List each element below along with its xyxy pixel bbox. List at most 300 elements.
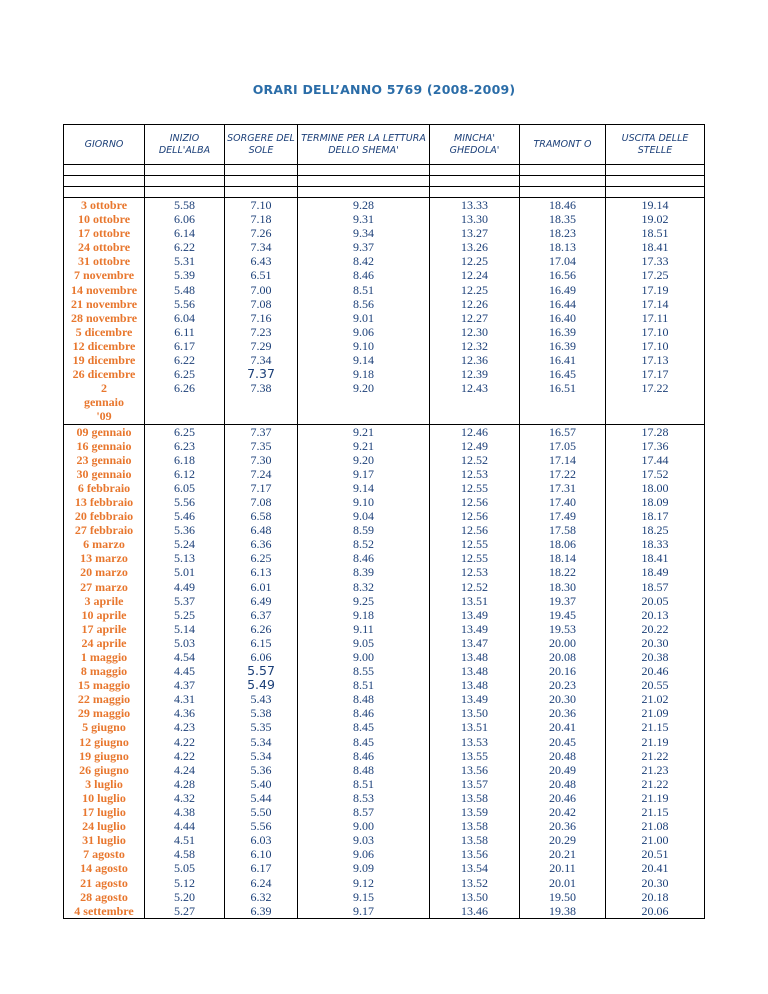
time-cell: 8.51 <box>353 776 374 791</box>
time-cell: 7.00 <box>250 282 272 297</box>
time-cell: 5.43 <box>250 692 272 707</box>
blank-cell <box>145 187 225 198</box>
day-cell: 19 dicembre <box>72 353 136 368</box>
time-cell: 7.23 <box>250 324 272 339</box>
table-body <box>64 165 705 919</box>
time-cell: 13.33 <box>461 198 488 212</box>
time-cell: 13.30 <box>461 212 488 227</box>
day-cell: 27 marzo <box>80 579 128 594</box>
blank-cell <box>606 176 705 187</box>
time-cell: 17.49 <box>549 509 576 524</box>
time-cell: 5.36 <box>174 523 195 538</box>
time-cell: 6.04 <box>174 310 195 325</box>
day-cell: 3 luglio <box>85 776 123 791</box>
time-cell: 17.04 <box>549 254 576 269</box>
time-cell: 7.34 <box>250 353 272 368</box>
time-cell: 18.14 <box>549 551 576 566</box>
time-cell: 9.28 <box>353 198 374 212</box>
time-cell: 16.51 <box>549 381 576 396</box>
day-cell: 23 gennaio <box>76 452 132 467</box>
day-cell: 2 gennaio '09 <box>83 381 124 424</box>
time-cell: 5.56 <box>174 296 195 311</box>
day-cell: 6 marzo <box>83 537 125 552</box>
blank-cell <box>430 165 520 176</box>
time-cell: 4.49 <box>174 579 195 594</box>
time-cell: 6.18 <box>174 452 195 467</box>
time-cell: 5.37 <box>174 593 195 608</box>
day-cell: 7 agosto <box>83 847 125 862</box>
time-cell: 5.56 <box>174 494 195 509</box>
time-cell: 9.17 <box>353 903 374 918</box>
time-cell: 6.36 <box>250 537 272 552</box>
time-cell: 21.08 <box>641 819 669 834</box>
blank-cell <box>225 165 298 176</box>
time-cell: 16.41 <box>549 353 576 368</box>
time-cell: 12.36 <box>461 353 488 368</box>
time-cell: 17.44 <box>641 452 669 467</box>
header-inizio-alba: INIZIO DELL'ALBA <box>145 125 225 165</box>
time-cell: 5.57 <box>247 663 275 679</box>
time-cell: 20.30 <box>549 692 576 707</box>
blank-cell <box>298 176 430 187</box>
day-cell: 20 marzo <box>80 565 128 580</box>
time-cell: 7.38 <box>250 381 272 396</box>
day-cell: 16 gennaio <box>76 438 132 453</box>
time-cell: 5.20 <box>174 889 195 904</box>
time-cell: 12.25 <box>461 282 488 297</box>
time-cell: 20.13 <box>641 607 669 622</box>
time-cell: 21.23 <box>641 762 669 777</box>
time-cell: 18.06 <box>549 537 576 552</box>
time-cell: 12.55 <box>461 551 488 566</box>
time-cell: 20.41 <box>549 720 576 735</box>
time-cell: 18.35 <box>549 212 576 227</box>
time-cell: 17.22 <box>641 381 669 396</box>
time-cell: 18.00 <box>641 480 669 495</box>
time-cell: 9.10 <box>353 338 374 353</box>
time-cell: 20.38 <box>641 650 669 664</box>
time-cell: 13.48 <box>461 650 488 664</box>
time-cell: 7.26 <box>250 226 272 241</box>
time-cell: 5.14 <box>174 621 195 636</box>
header-tramonto: TRAMONT O <box>520 125 606 165</box>
time-cell: 21.02 <box>641 692 669 707</box>
time-cell: 7.37 <box>247 366 275 382</box>
time-cell: 18.25 <box>641 523 669 538</box>
time-cell: 19.14 <box>641 198 669 212</box>
time-cell: 20.30 <box>641 875 669 890</box>
header-giorno: GIORNO <box>64 125 145 165</box>
time-cell: 7.24 <box>250 466 272 481</box>
time-cell: 8.32 <box>353 579 374 594</box>
time-cell: 17.05 <box>549 438 576 453</box>
day-cell: 17 aprile <box>81 621 127 636</box>
time-cell: 17.22 <box>549 466 576 481</box>
time-cell: 20.46 <box>549 790 576 805</box>
time-cell: 20.21 <box>549 847 576 862</box>
blank-cell <box>64 176 145 187</box>
time-cell: 13.48 <box>461 664 488 679</box>
time-cell: 5.49 <box>247 677 275 693</box>
time-cell: 12.32 <box>461 338 488 353</box>
day-cell: 21 agosto <box>80 875 128 890</box>
time-cell: 20.06 <box>641 903 669 918</box>
time-cell: 8.45 <box>353 720 374 735</box>
time-cell: 8.46 <box>353 748 374 763</box>
time-cell: 20.16 <box>549 664 576 679</box>
time-cell: 20.49 <box>549 762 576 777</box>
time-cell: 17.28 <box>641 424 669 439</box>
document-title: ORARI DELL’ANNO 5769 (2008-2009) <box>252 82 516 97</box>
time-cell: 6.22 <box>174 353 195 368</box>
time-cell: 20.30 <box>641 635 669 650</box>
time-cell: 12.30 <box>461 324 488 339</box>
day-cell: 24 ottobre <box>77 240 131 255</box>
time-cell: 21.15 <box>641 720 669 735</box>
time-cell: 6.26 <box>250 621 272 636</box>
time-cell: 12.56 <box>461 523 488 538</box>
time-cell: 9.25 <box>353 593 374 608</box>
time-cell: 5.50 <box>250 805 272 820</box>
time-cell: 20.51 <box>641 847 669 862</box>
time-cell: 6.11 <box>174 324 195 339</box>
day-cell: 29 maggio <box>77 706 131 721</box>
time-cell: 6.12 <box>174 466 195 481</box>
time-cell: 21.22 <box>641 776 669 791</box>
time-cell: 13.46 <box>461 903 488 918</box>
time-cell: 9.14 <box>353 353 374 368</box>
time-cell: 9.01 <box>353 310 374 325</box>
time-cell: 9.11 <box>353 621 374 636</box>
time-cell: 8.48 <box>353 692 374 707</box>
blank-cell <box>225 176 298 187</box>
time-cell: 20.08 <box>549 650 576 664</box>
time-cell: 6.15 <box>250 635 272 650</box>
time-cell: 8.46 <box>353 706 374 721</box>
time-cell: 5.46 <box>174 509 195 524</box>
time-cell: 9.15 <box>353 889 374 904</box>
time-cell: 9.03 <box>353 833 374 848</box>
time-cell: 13.49 <box>461 692 488 707</box>
time-cell: 12.56 <box>461 509 488 524</box>
column-tramonto <box>520 198 606 425</box>
header-sorgere-sole: SORGERE DEL SOLE <box>225 125 298 165</box>
time-cell: 18.13 <box>549 240 576 255</box>
day-cell: 17 ottobre <box>77 226 131 241</box>
time-cell: 13.55 <box>461 748 488 763</box>
time-cell: 13.26 <box>461 240 488 255</box>
time-cell: 17.33 <box>641 254 669 269</box>
day-cell: 24 aprile <box>81 635 127 650</box>
day-cell: 10 luglio <box>82 790 126 805</box>
time-cell: 16.56 <box>549 268 576 283</box>
time-cell: 4.32 <box>174 790 195 805</box>
time-cell: 6.48 <box>250 523 272 538</box>
time-cell: 12.24 <box>461 268 488 283</box>
day-cell: 24 luglio <box>82 819 126 834</box>
time-cell: 5.01 <box>174 565 195 580</box>
blank-cell <box>225 187 298 198</box>
time-cell: 17.13 <box>641 353 669 368</box>
time-cell: 5.12 <box>174 875 195 890</box>
time-cell: 16.45 <box>549 367 576 382</box>
time-cell: 13.50 <box>461 889 488 904</box>
day-cell: 26 giugno <box>79 762 129 777</box>
time-cell: 13.57 <box>461 776 488 791</box>
time-cell: 21.09 <box>641 706 669 721</box>
column-stelle <box>606 424 705 918</box>
column-mincha <box>430 198 520 425</box>
time-cell: 17.10 <box>641 324 669 339</box>
time-cell: 6.24 <box>250 875 272 890</box>
time-cell: 12.43 <box>461 381 488 396</box>
time-cell: 16.44 <box>549 296 576 311</box>
time-cell: 7.29 <box>250 338 272 353</box>
column-alba <box>145 198 225 425</box>
time-cell: 5.25 <box>174 607 195 622</box>
time-cell: 6.05 <box>174 480 195 495</box>
time-cell: 12.55 <box>461 480 488 495</box>
time-cell: 6.58 <box>250 509 272 524</box>
header-mincha-ghedola: MINCHA' GHEDOLA' <box>430 125 520 165</box>
day-cell: 31 luglio <box>82 833 126 848</box>
day-cell: 12 dicembre <box>72 338 136 353</box>
column-sole <box>225 424 298 918</box>
time-cell: 5.40 <box>250 776 272 791</box>
time-cell: 6.25 <box>174 424 195 439</box>
time-cell: 18.49 <box>641 565 669 580</box>
day-cell: 27 febbraio <box>74 523 134 538</box>
time-cell: 13.51 <box>461 720 488 735</box>
time-cell: 21.22 <box>641 748 669 763</box>
header-termine-shema: TERMINE PER LA LETTURA DELLO SHEMA' <box>298 125 430 165</box>
header-row <box>64 125 705 165</box>
day-cell: 8 maggio <box>80 664 128 679</box>
time-cell: 5.34 <box>250 748 272 763</box>
time-cell: 18.17 <box>641 509 669 524</box>
blank-cell <box>145 165 225 176</box>
time-cell: 6.49 <box>250 593 272 608</box>
time-cell: 18.46 <box>549 198 576 212</box>
time-cell: 18.09 <box>641 494 669 509</box>
time-cell: 13.58 <box>461 819 488 834</box>
time-cell: 9.18 <box>353 367 374 382</box>
time-cell: 17.11 <box>641 310 669 325</box>
time-cell: 8.52 <box>353 537 374 552</box>
time-cell: 6.25 <box>174 367 195 382</box>
time-cell: 19.53 <box>549 621 576 636</box>
time-cell: 16.39 <box>549 338 576 353</box>
blank-cell <box>430 176 520 187</box>
column-alba <box>145 424 225 918</box>
time-cell: 21.19 <box>641 790 669 805</box>
time-cell: 6.43 <box>250 254 272 269</box>
blank-cell <box>606 187 705 198</box>
header-uscita-stelle: USCITA DELLE STELLE <box>606 125 705 165</box>
time-cell: 21.00 <box>641 833 669 848</box>
time-cell: 7.34 <box>250 240 272 255</box>
column-shema <box>298 424 430 918</box>
time-cell: 17.17 <box>641 367 669 382</box>
time-cell: 8.57 <box>353 805 374 820</box>
day-cell: 10 ottobre <box>77 212 131 227</box>
time-cell: 7.35 <box>250 438 272 453</box>
time-cell: 9.06 <box>353 324 374 339</box>
time-cell: 6.32 <box>250 889 272 904</box>
time-cell: 6.26 <box>174 381 195 396</box>
blank-cell <box>64 165 145 176</box>
time-cell: 7.08 <box>250 296 272 311</box>
time-cell: 8.59 <box>353 523 374 538</box>
time-cell: 8.42 <box>353 254 374 269</box>
column-stelle <box>606 198 705 425</box>
time-cell: 6.22 <box>174 240 195 255</box>
time-cell: 5.03 <box>174 635 195 650</box>
time-cell: 17.14 <box>549 452 576 467</box>
time-cell: 6.17 <box>174 338 195 353</box>
time-cell: 9.10 <box>353 494 374 509</box>
day-cell: 20 febbraio <box>74 509 134 524</box>
time-cell: 13.49 <box>461 621 488 636</box>
time-cell: 16.39 <box>549 324 576 339</box>
time-cell: 9.09 <box>353 861 374 876</box>
time-cell: 6.37 <box>250 607 272 622</box>
column-tramonto <box>520 424 606 918</box>
time-cell: 20.42 <box>549 805 576 820</box>
time-cell: 8.55 <box>353 664 374 679</box>
blank-cell <box>145 176 225 187</box>
time-cell: 9.14 <box>353 480 374 495</box>
time-cell: 18.51 <box>641 226 669 241</box>
time-cell: 12.52 <box>461 452 488 467</box>
time-cell: 12.26 <box>461 296 488 311</box>
time-cell: 4.45 <box>174 664 195 679</box>
time-cell: 12.53 <box>461 565 488 580</box>
blank-row <box>64 165 705 176</box>
day-cell: 14 novembre <box>70 282 138 297</box>
time-cell: 9.00 <box>353 650 374 664</box>
day-cell: 31 ottobre <box>77 254 131 269</box>
time-cell: 12.49 <box>461 438 488 453</box>
time-cell: 13.53 <box>461 734 488 749</box>
day-cell: 7 novembre <box>73 268 135 283</box>
time-cell: 9.05 <box>353 635 374 650</box>
time-cell: 12.52 <box>461 579 488 594</box>
time-cell: 4.22 <box>174 734 195 749</box>
time-cell: 17.31 <box>549 480 576 495</box>
time-cell: 9.31 <box>353 212 374 227</box>
time-cell: 5.36 <box>250 762 272 777</box>
time-cell: 12.27 <box>461 310 488 325</box>
time-cell: 19.38 <box>549 903 576 918</box>
time-cell: 13.54 <box>461 861 488 876</box>
time-cell: 8.46 <box>353 268 374 283</box>
time-cell: 18.41 <box>641 240 669 255</box>
day-cell: 4 settembre <box>74 903 134 918</box>
column-day <box>64 424 145 918</box>
time-cell: 4.54 <box>174 650 195 664</box>
day-cell: 28 novembre <box>70 310 138 325</box>
time-cell: 18.22 <box>549 565 576 580</box>
time-cell: 13.51 <box>461 593 488 608</box>
time-cell: 6.39 <box>250 903 272 918</box>
time-cell: 20.22 <box>641 621 669 636</box>
time-cell: 4.36 <box>174 706 195 721</box>
time-cell: 6.13 <box>250 565 272 580</box>
time-cell: 9.06 <box>353 847 374 862</box>
time-cell: 18.57 <box>641 579 669 594</box>
blank-cell <box>520 176 606 187</box>
column-day <box>64 198 145 425</box>
time-cell: 13.56 <box>461 847 488 862</box>
day-cell: 10 aprile <box>81 607 127 622</box>
day-cell: 28 agosto <box>80 889 128 904</box>
time-cell: 17.52 <box>641 466 669 481</box>
time-cell: 7.37 <box>250 424 272 439</box>
day-cell: 26 dicembre <box>72 367 136 382</box>
blank-cell <box>520 165 606 176</box>
time-cell: 17.19 <box>641 282 669 297</box>
time-cell: 20.18 <box>641 889 669 904</box>
time-cell: 20.46 <box>641 664 669 679</box>
time-cell: 7.30 <box>250 452 272 467</box>
time-cell: 5.35 <box>250 720 272 735</box>
time-cell: 9.34 <box>353 226 374 241</box>
time-cell: 6.03 <box>250 833 272 848</box>
column-sole <box>225 198 298 425</box>
day-cell: 13 marzo <box>80 551 128 566</box>
time-cell: 17.36 <box>641 438 669 453</box>
time-cell: 17.40 <box>549 494 576 509</box>
time-cell: 13.59 <box>461 805 488 820</box>
time-cell: 21.19 <box>641 734 669 749</box>
time-cell: 20.05 <box>641 593 669 608</box>
time-cell: 19.02 <box>641 212 669 227</box>
time-cell: 16.57 <box>549 424 576 439</box>
times-table <box>63 124 705 919</box>
time-cell: 20.29 <box>549 833 576 848</box>
time-cell: 4.31 <box>174 692 195 707</box>
day-cell: 3 aprile <box>84 593 124 608</box>
time-cell: 4.28 <box>174 776 195 791</box>
time-cell: 20.00 <box>549 635 576 650</box>
day-cell: 5 giugno <box>82 720 126 735</box>
time-cell: 18.30 <box>549 579 576 594</box>
day-cell: 13 febbraio <box>74 494 134 509</box>
time-cell: 5.13 <box>174 551 195 566</box>
time-cell: 6.10 <box>250 847 272 862</box>
time-cell: 8.51 <box>353 678 374 693</box>
time-cell: 13.50 <box>461 706 488 721</box>
column-shema <box>298 198 430 425</box>
day-cell: 5 dicembre <box>75 324 133 339</box>
day-cell: 30 gennaio <box>76 466 132 481</box>
time-cell: 5.44 <box>250 790 272 805</box>
time-cell: 6.51 <box>250 268 272 283</box>
time-cell: 4.24 <box>174 762 195 777</box>
time-cell: 4.44 <box>174 819 195 834</box>
time-cell: 6.06 <box>174 212 195 227</box>
time-cell: 17.14 <box>641 296 669 311</box>
time-cell: 12.46 <box>461 424 488 439</box>
time-cell: 5.24 <box>174 537 195 552</box>
time-cell: 20.01 <box>549 875 576 890</box>
time-cell: 5.05 <box>174 861 195 876</box>
time-cell: 20.36 <box>549 819 576 834</box>
time-cell: 20.36 <box>549 706 576 721</box>
time-cell: 13.27 <box>461 226 488 241</box>
time-cell: 8.48 <box>353 762 374 777</box>
